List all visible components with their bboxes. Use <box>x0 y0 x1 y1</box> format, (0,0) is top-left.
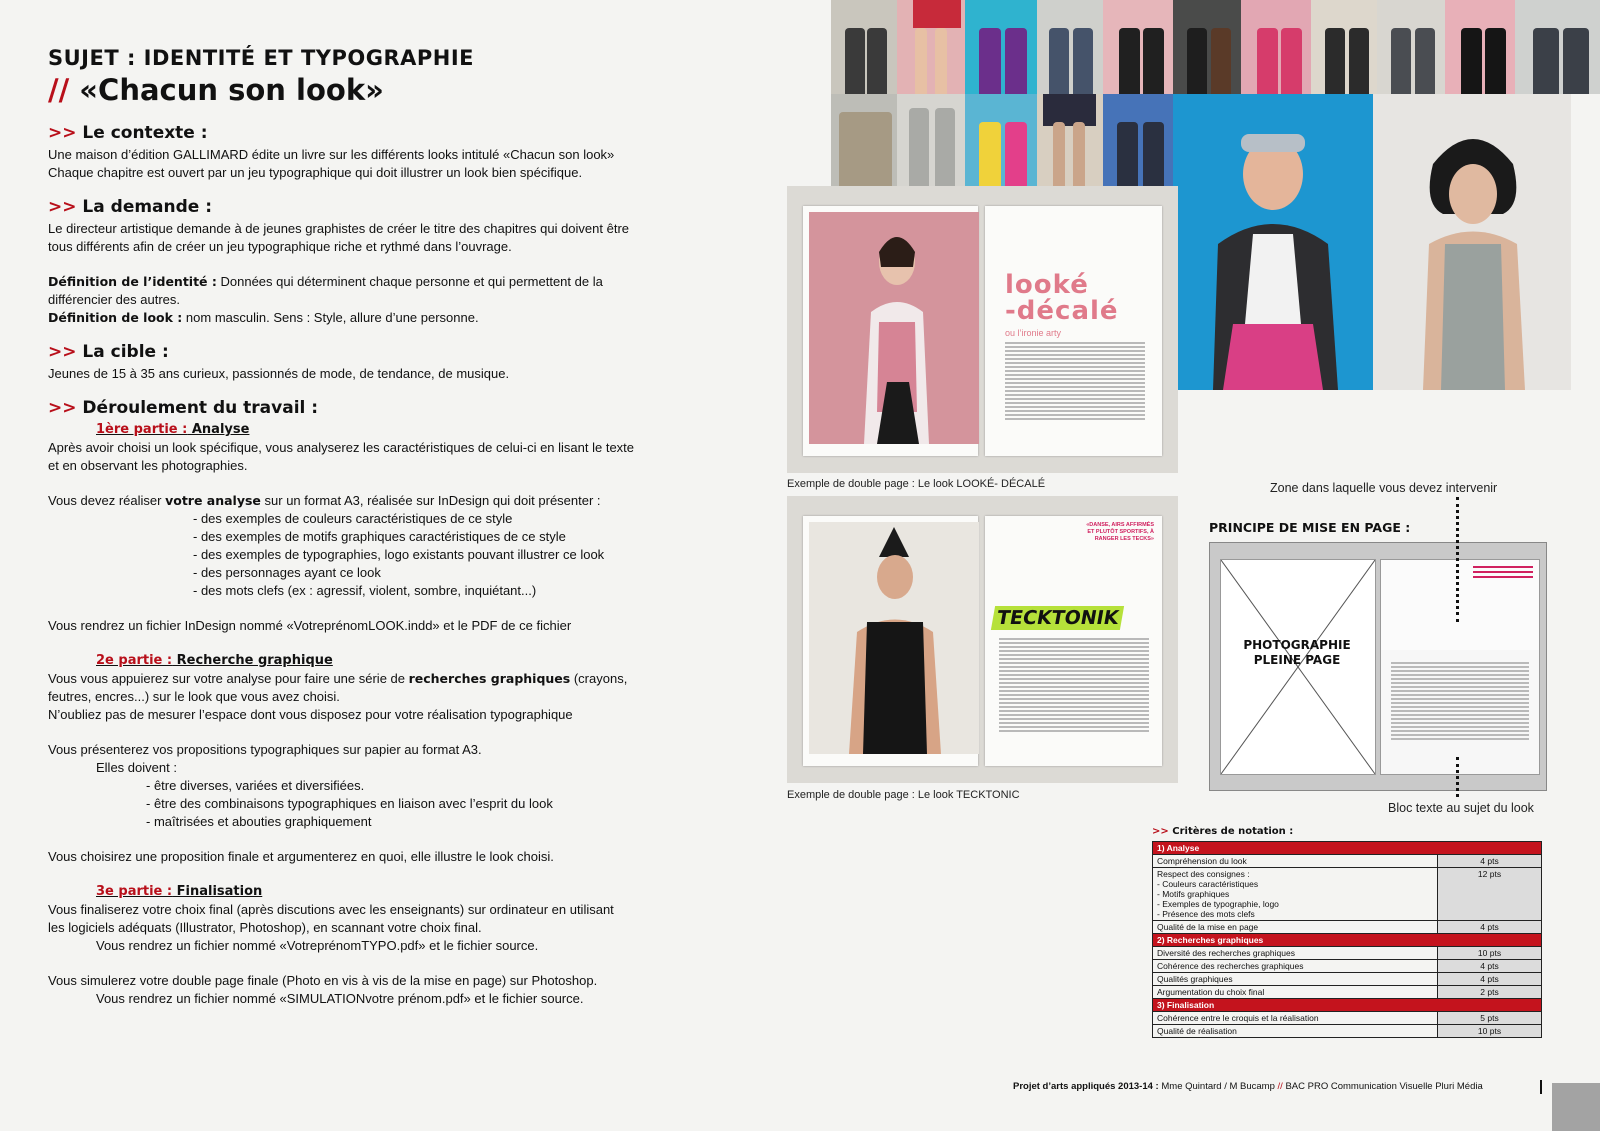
demand-heading <box>48 196 668 218</box>
part2-line1-b: recherches graphiques <box>408 671 571 686</box>
demand-line: Le directeur artistique demande à de jeunes graphistes de créer le titre des chapitres qui doivent être <box>48 221 630 236</box>
photo-label-line: PHOTOGRAPHIE <box>1243 638 1351 652</box>
criteria-row <box>1153 986 1542 999</box>
spread-title-line: looké <box>1005 270 1089 300</box>
title-text: «Chacun son look» <box>79 73 384 107</box>
criteria-points: 4 pts <box>1438 960 1542 973</box>
identity-text: Données qui déterminent chaque personne et qui permettent de la <box>216 274 603 289</box>
workflow-marker: >> <box>48 398 77 418</box>
legs-photo <box>1377 0 1445 94</box>
criteria-subitem: - Couleurs caractéristiques <box>1157 879 1259 889</box>
spread-right-page <box>985 516 1162 766</box>
criteria-section-row <box>1153 842 1542 855</box>
footer-teachers: Mme Quintard / M Bucamp <box>1158 1081 1278 1092</box>
portrait-figure <box>1173 94 1373 390</box>
criteria-label: Cohérence des recherches graphiques <box>1153 960 1438 973</box>
portrait-figure <box>1373 94 1571 390</box>
part2-line1-c: (crayons, <box>570 671 628 686</box>
legs-photo-grid <box>831 0 1600 186</box>
spread-photo <box>809 522 979 754</box>
identity-definition-cont: différencier des autres. <box>48 292 180 307</box>
identity-label: Définition de l’identité : <box>48 274 217 289</box>
look-label: Définition de look : <box>48 310 183 325</box>
part1-heading <box>48 421 668 439</box>
text-block-label: Bloc texte au sujet du look <box>1388 801 1534 815</box>
zone-pointer-dots <box>1456 497 1459 622</box>
criteria-points: 12 pts <box>1438 868 1542 921</box>
criteria-section-label: 3) Finalisation <box>1153 999 1542 1012</box>
footer-rule <box>1540 1080 1542 1094</box>
photo-placeholder-label <box>1220 638 1374 668</box>
spread-body-text <box>1005 342 1145 422</box>
criteria-heading <box>1152 826 1293 837</box>
example-spread-tecktonic <box>787 496 1178 783</box>
criteria-subitem: - Présence des mots clefs <box>1157 909 1255 919</box>
target-heading-text: La cible : <box>82 342 169 362</box>
photo-label-line: PLEINE PAGE <box>1253 653 1341 667</box>
spread-left-page <box>803 516 978 766</box>
legs-photo <box>1037 94 1103 186</box>
part2-final: Vous choisirez une proposition finale et argumenterez en quoi, elle illustre le look choisi. <box>48 849 554 864</box>
footer <box>1013 1081 1483 1092</box>
footer-separator: // <box>1277 1081 1283 1092</box>
criteria-label: Compréhension du look <box>1153 855 1438 868</box>
context-line: Une maison d’édition GALLIMARD édite un livre sur les différents looks intitulé «Chacun son look» <box>48 147 615 162</box>
criteria-label: Cohérence entre le croquis et la réalisation <box>1153 1012 1438 1025</box>
legs-photo <box>1445 0 1515 94</box>
criteria-label: Qualités graphiques <box>1153 973 1438 986</box>
legs-photo <box>1103 0 1173 94</box>
analysis-intro-a: Vous devez réaliser <box>48 493 166 508</box>
part2-line1-a: Vous vous appuierez sur votre analyse pour faire une série de <box>48 671 409 686</box>
criteria-row <box>1153 960 1542 973</box>
demand-marker: >> <box>48 197 77 217</box>
model-figure <box>809 212 979 444</box>
criteria-row <box>1153 1012 1542 1025</box>
criteria-points: 10 pts <box>1438 1025 1542 1038</box>
part2-line: N’oubliez pas de mesurer l’espace dont vous disposez pour votre réalisation typographique <box>48 707 573 722</box>
layout-principle-heading: PRINCIPE DE MISE EN PAGE : <box>1209 520 1411 535</box>
criteria-table-wrap <box>1152 841 1542 1038</box>
legs-photo <box>1173 0 1241 94</box>
brief-text-column <box>48 44 668 1008</box>
part3-line: Vous finaliserez votre choix final (après discutions avec les enseignants) sur ordinateur en utilisant <box>48 902 614 917</box>
target-marker: >> <box>48 342 77 362</box>
model-figure <box>809 522 979 754</box>
legs-photo <box>1103 94 1173 186</box>
criteria-section-label: 2) Recherches graphiques <box>1153 934 1542 947</box>
part2-title: Recherche graphique <box>172 653 333 668</box>
part2-line: Vous présenterez vos propositions typographiques sur papier au format A3. <box>48 742 482 757</box>
criteria-section-row <box>1153 934 1542 947</box>
spread-title: TECKTONIK <box>991 606 1125 630</box>
part3-deliverable: Vous rendrez un fichier nommé «VotreprénomTYPO.pdf» et le fichier source. <box>96 938 539 953</box>
part3-heading <box>48 883 668 901</box>
part2-line: feutres, encres...) sur le look que vous avez choisi. <box>48 689 340 704</box>
legs-photo <box>1241 0 1311 94</box>
spread-quote: «DANSE, AIRS AFFIRMÉS ET PLUTÔT SPORTIFS, À RANGER LES TECKS» <box>1086 522 1154 542</box>
part1-line: Après avoir choisi un look spécifique, vous analyserez les caractéristiques de celui-ci en lisant le texte <box>48 440 635 455</box>
page-corner-block <box>1552 1083 1600 1131</box>
target-text: Jeunes de 15 à 35 ans curieux, passionnés de mode, de tendance, de musique. <box>48 366 510 381</box>
legs-photo <box>897 94 965 186</box>
example-spread-looke-decale <box>787 186 1178 473</box>
part1-deliverable: Vous rendrez un fichier InDesign nommé «VotreprénomLOOK.indd» et le PDF de ce fichier <box>48 618 572 633</box>
legs-photo <box>831 0 897 94</box>
page-title <box>48 72 668 108</box>
part2-bullet: - être diverses, variées et diversifiées. <box>146 778 365 793</box>
spread-caption: Exemple de double page : Le look LOOKÉ- DÉCALÉ <box>787 478 1046 490</box>
legs-photo <box>965 94 1037 186</box>
criteria-subitem: - Motifs graphiques <box>1157 889 1230 899</box>
analysis-intro-b: votre analyse <box>165 493 261 508</box>
demand-heading-text: La demande : <box>82 197 213 217</box>
legs-photo <box>1515 0 1600 94</box>
legs-photo <box>1037 0 1103 94</box>
spread-left-page <box>803 206 978 456</box>
footer-course: BAC PRO Communication Visuelle Pluri Média <box>1282 1081 1483 1092</box>
criteria-row <box>1153 921 1542 934</box>
spread-title <box>1005 272 1119 324</box>
analysis-bullet: - des personnages ayant ce look <box>193 565 381 580</box>
part3-simulation: Vous simulerez votre double page finale (Photo en vis à vis de la mise en page) sur Photoshop. <box>48 973 598 988</box>
criteria-label <box>1153 868 1438 921</box>
part2-bullet: - être des combinaisons typographiques en liaison avec l’esprit du look <box>146 796 553 811</box>
criteria-points: 4 pts <box>1438 855 1542 868</box>
part3-deliverable: Vous rendrez un fichier nommé «SIMULATIONvotre prénom.pdf» et le fichier source. <box>96 991 584 1006</box>
analysis-bullet: - des mots clefs (ex : agressif, violent, sombre, inquiétant...) <box>193 583 537 598</box>
criteria-label-text: Respect des consignes : <box>1157 869 1250 879</box>
criteria-row <box>1153 973 1542 986</box>
context-heading-text: Le contexte : <box>82 123 208 143</box>
target-heading <box>48 341 668 363</box>
part3-num: 3e partie : <box>96 884 173 899</box>
footer-project: Projet d’arts appliqués 2013-14 : <box>1013 1081 1159 1092</box>
spread-right-page <box>985 206 1162 456</box>
criteria-points: 4 pts <box>1438 921 1542 934</box>
part2-bullet: - maîtrisées et abouties graphiquement <box>146 814 372 829</box>
portrait-photo <box>1173 94 1373 390</box>
portrait-photo <box>1373 94 1571 390</box>
criteria-section-row <box>1153 999 1542 1012</box>
context-line: Chaque chapitre est ouvert par un jeu typographique qui doit illustrer un look bien spécifique. <box>48 165 583 180</box>
demand-line: tous différents afin de créer un jeu typographique riche et rythmé dans l’ouvrage. <box>48 239 512 254</box>
layout-schema <box>1209 542 1547 791</box>
legs-photo <box>965 0 1037 94</box>
look-text: nom masculin. Sens : Style, allure d’une personne. <box>182 310 479 325</box>
part2-num: 2e partie : <box>96 653 173 668</box>
analysis-bullet: - des exemples de typographies, logo existants pouvant illustrer ce look <box>193 547 605 562</box>
criteria-subitem: - Exemples de typographie, logo <box>1157 899 1279 909</box>
criteria-points: 10 pts <box>1438 947 1542 960</box>
part3-title: Finalisation <box>172 884 263 899</box>
part3-line: les logiciels adéquats (Illustrator, Photoshop), en scannant votre choix final. <box>48 920 482 935</box>
workflow-heading-text: Déroulement du travail : <box>82 398 319 418</box>
context-heading <box>48 122 668 144</box>
zone-label: Zone dans laquelle vous devez intervenir <box>1270 481 1498 495</box>
criteria-label: Argumentation du choix final <box>1153 986 1438 999</box>
context-marker: >> <box>48 123 77 143</box>
criteria-section-label: 1) Analyse <box>1153 842 1542 855</box>
identity-definition <box>48 273 668 291</box>
spread-title-line: -décalé <box>1005 296 1119 326</box>
criteria-label: Diversité des recherches graphiques <box>1153 947 1438 960</box>
text-block-pointer-dots <box>1456 757 1459 797</box>
criteria-row <box>1153 855 1542 868</box>
criteria-label: Qualité de la mise en page <box>1153 921 1438 934</box>
spread-subtitle: ou l’ironie arty <box>1005 328 1062 338</box>
analysis-bullet: - des exemples de motifs graphiques caractéristiques de ce style <box>193 529 566 544</box>
subject-heading: SUJET : IDENTITÉ ET TYPOGRAPHIE <box>48 46 475 70</box>
criteria-table <box>1152 841 1542 1038</box>
criteria-points: 2 pts <box>1438 986 1542 999</box>
part1-title: Analyse <box>187 422 250 437</box>
legs-photo <box>1311 0 1377 94</box>
criteria-marker: >> <box>1152 826 1169 837</box>
look-definition <box>48 309 668 327</box>
spread-photo <box>809 212 979 444</box>
criteria-heading-text: Critères de notation : <box>1172 826 1294 837</box>
legs-photo <box>831 94 897 186</box>
schema-quote-mark <box>1473 566 1533 578</box>
criteria-points: 4 pts <box>1438 973 1542 986</box>
criteria-label: Qualité de réalisation <box>1153 1025 1438 1038</box>
part2-line <box>48 670 668 688</box>
part2-line: Elles doivent : <box>96 760 177 775</box>
schema-text-page <box>1380 559 1540 775</box>
criteria-row <box>1153 868 1542 921</box>
part1-line: et en observant les photographies. <box>48 458 248 473</box>
part2-heading <box>48 652 668 670</box>
part1-num: 1ère partie : <box>96 422 188 437</box>
legs-photo <box>897 0 965 94</box>
criteria-points: 5 pts <box>1438 1012 1542 1025</box>
analysis-intro-c: sur un format A3, réalisée sur InDesign qui doit présenter : <box>260 493 601 508</box>
spread-caption: Exemple de double page : Le look TECKTONIC <box>787 789 1020 801</box>
criteria-row <box>1153 1025 1542 1038</box>
schema-text-block <box>1391 662 1529 742</box>
title-prefix: // <box>48 73 70 107</box>
analysis-bullet: - des exemples de couleurs caractéristiques de ce style <box>193 511 513 526</box>
spread-body-text <box>999 638 1149 734</box>
analysis-intro <box>48 492 668 510</box>
workflow-heading <box>48 397 668 419</box>
criteria-row <box>1153 947 1542 960</box>
